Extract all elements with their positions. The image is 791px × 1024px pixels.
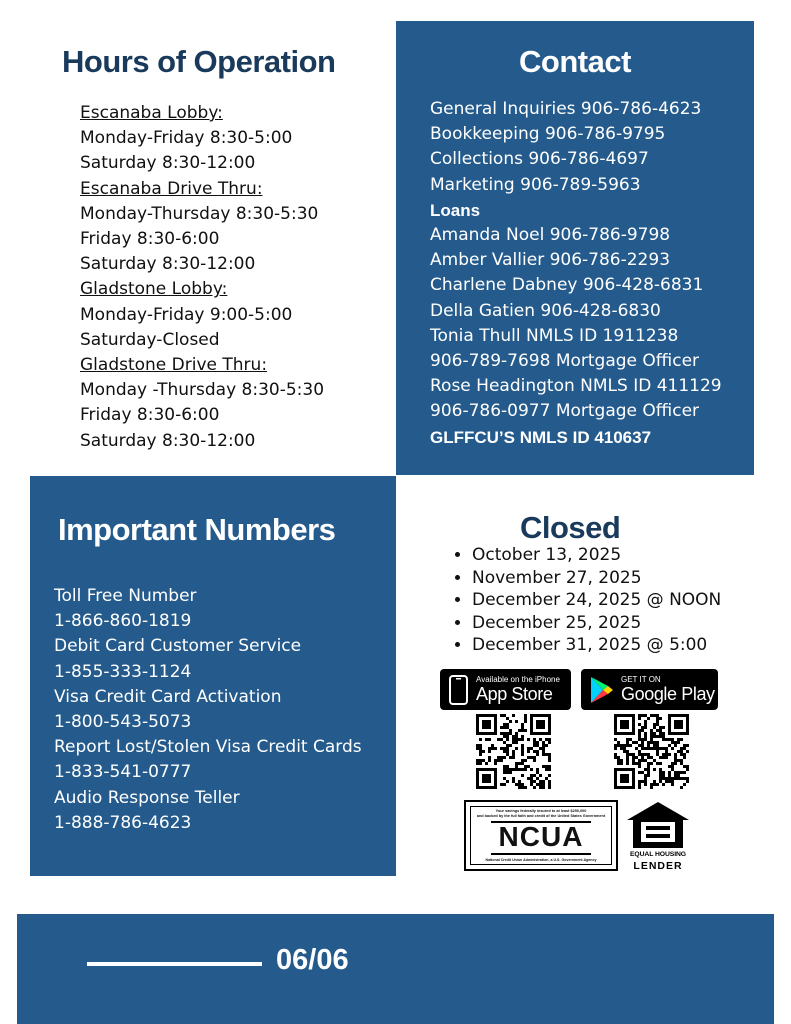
hours-line: Monday-Friday 9:00-5:00 (80, 304, 293, 325)
important-number-line: 1-833-541-0777 (54, 762, 192, 783)
hours-location-label: Escanaba Drive Thru: (80, 178, 263, 199)
google-play-big-text: Google Play (621, 684, 715, 704)
hours-line: Friday 8:30-6:00 (80, 405, 220, 426)
closed-date: • October 13, 2025 (472, 544, 721, 567)
important-numbers-title: Important Numbers (58, 512, 336, 547)
apple-icon (448, 675, 470, 705)
hours-title: Hours of Operation (62, 44, 336, 79)
contact-line: Bookkeeping 906-786-9795 (430, 124, 666, 145)
contact-bold-line: Loans (430, 200, 481, 220)
important-number-line: 1-866-860-1819 (54, 611, 192, 632)
contact-section (396, 21, 754, 475)
hours-line: Monday -Thursday 8:30-5:30 (80, 380, 325, 401)
contact-line: Amber Vallier 906-786-2293 (430, 250, 671, 271)
equal-housing-lender-logo (623, 800, 693, 872)
hours-line: Monday-Friday 8:30-5:00 (80, 128, 293, 149)
hours-line: Saturday 8:30-12:00 (80, 254, 256, 275)
hours-line: Saturday-Closed (80, 329, 220, 350)
important-number-line: Debit Card Customer Service (54, 636, 302, 657)
footer-rule (87, 962, 262, 966)
contact-list (430, 97, 722, 450)
app-store-small-text: Available on the iPhone (476, 675, 560, 684)
google-play-qr-code-icon[interactable] (614, 714, 690, 792)
important-numbers-section (30, 476, 396, 876)
google-play-badge[interactable] (581, 669, 718, 710)
hours-section (0, 0, 396, 476)
hours-line: Monday-Thursday 8:30-5:30 (80, 203, 319, 224)
contact-line: 906-789-7698 Mortgage Officer (430, 351, 700, 372)
ehl-line-1: EQUAL HOUSING (630, 851, 686, 858)
app-store-badge[interactable] (440, 669, 571, 710)
closed-date: • December 24, 2025 @ NOON (472, 589, 721, 612)
hours-location-label: Gladstone Drive Thru: (80, 355, 268, 376)
contact-line: Della Gatien 906-428-6830 (430, 300, 661, 321)
important-number-line: Report Lost/Stolen Visa Credit Cards (54, 737, 362, 758)
important-numbers-list (54, 584, 362, 836)
ncua-logo (464, 800, 618, 871)
closed-date: • December 31, 2025 @ 5:00 (472, 634, 721, 657)
closed-title: Closed (520, 510, 621, 545)
important-number-line: Toll Free Number (54, 586, 197, 606)
ncua-top-line-2: and backed by the full faith and credit of the United States Government (476, 814, 606, 818)
important-number-line: Audio Response Teller (54, 787, 240, 808)
important-number-line: Visa Credit Card Activation (54, 686, 282, 707)
important-number-line: 1-855-333-1124 (54, 661, 192, 682)
closed-date: • December 25, 2025 (472, 612, 721, 635)
app-store-big-text: App Store (476, 684, 553, 704)
contact-line: 906-786-0977 Mortgage Officer (430, 401, 700, 422)
hours-line: Friday 8:30-6:00 (80, 229, 220, 250)
google-play-small-text: GET IT ON (621, 675, 661, 684)
hours-location-label: Gladstone Lobby: (80, 279, 228, 300)
equal-housing-icon (623, 800, 693, 850)
ncua-top-line-1: Your savings federally insured to at least $250,000 (495, 809, 587, 813)
ncua-rule-bottom (491, 853, 591, 855)
contact-line: Amanda Noel 906-786-9798 (430, 225, 671, 246)
page-number: 06/06 (276, 944, 349, 976)
contact-line: Collections 906-786-4697 (430, 149, 649, 170)
contact-line: Tonia Thull NMLS ID 1911238 (430, 325, 679, 346)
ehl-line-2: LENDER (633, 860, 683, 872)
contact-title: Contact (519, 44, 631, 79)
app-store-qr-code-icon[interactable] (476, 714, 552, 792)
ncua-insured-text (471, 809, 611, 819)
contact-line: Marketing 906-789-5963 (430, 174, 641, 195)
important-number-line: 1-888-786-4623 (54, 812, 192, 833)
closed-dates-list (472, 544, 721, 657)
page-footer (17, 914, 774, 1024)
closed-date: • November 27, 2025 (472, 567, 721, 590)
contact-bold-line: GLFFCU’S NMLS ID 410637 (430, 427, 652, 447)
contact-line: Rose Headington NMLS ID 411129 (430, 376, 722, 397)
ncua-mark: NCUA (498, 821, 584, 852)
hours-line: Saturday 8:30-12:00 (80, 430, 256, 451)
important-number-line: 1-800-543-5073 (54, 712, 192, 733)
contact-line: General Inquiries 906-786-4623 (430, 99, 702, 119)
contact-line: Charlene Dabney 906-428-6831 (430, 275, 704, 296)
hours-line: Saturday 8:30-12:00 (80, 153, 256, 174)
google-play-icon (589, 676, 615, 704)
hours-location-label: Escanaba Lobby: (80, 103, 223, 123)
hours-list (80, 101, 324, 454)
ncua-agency-text: National Credit Union Administration, a U.S. Government Agency (485, 858, 597, 862)
